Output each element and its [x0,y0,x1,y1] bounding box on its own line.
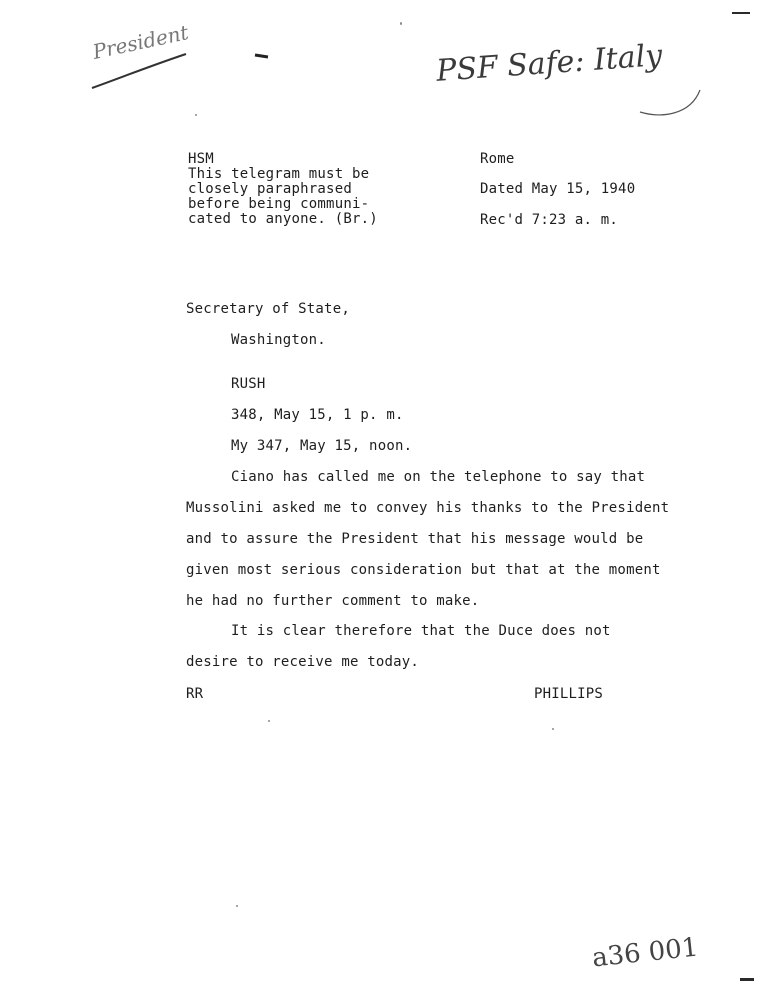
body-line: desire to receive me today. [186,654,419,670]
scan-mark-bottom-right [740,978,754,981]
recipient: Secretary of State, [186,301,350,317]
handwritten-file-number: a36 001 [590,932,700,974]
paraphrase-notice-line: before being communi- [188,196,370,212]
footer-code: RR [186,686,204,702]
recipient-city: Washington. [231,332,326,348]
scan-speck [236,905,238,907]
paraphrase-notice-line: cated to anyone. (Br.) [188,211,378,227]
received-line: Rec'd 7:23 a. m. [480,212,619,228]
handwritten-file-note: PSF Safe: Italy [435,38,664,89]
date-line: Dated May 15, 1940 [480,181,636,197]
signature: PHILLIPS [534,686,604,702]
scan-speck [400,22,402,25]
scan-speck [552,728,554,730]
body-line: he had no further comment to make. [186,593,480,609]
handwritten-president-note: President [90,20,191,64]
body-line: Mussolini asked me to convey his thanks to the President [186,500,670,516]
scan-mark-top-right [732,12,750,14]
priority-line: RUSH [231,376,266,392]
body-line: given most serious consideration but that at the moment [186,562,661,578]
paraphrase-notice-line: closely paraphrased [188,181,352,197]
origin-place: Rome [480,151,515,167]
prior-telegram-reference: My 347, May 15, noon. [231,438,413,454]
scan-speck [195,114,197,116]
body-line: It is clear therefore that the Duce does not [231,623,611,639]
paraphrase-notice-line: This telegram must be [188,166,370,182]
routing-code: HSM [188,151,214,167]
body-line: Ciano has called me on the telephone to say that [231,469,646,485]
scan-speck [268,720,270,722]
telegram-reference: 348, May 15, 1 p. m. [231,407,404,423]
body-line: and to assure the President that his message would be [186,531,644,547]
